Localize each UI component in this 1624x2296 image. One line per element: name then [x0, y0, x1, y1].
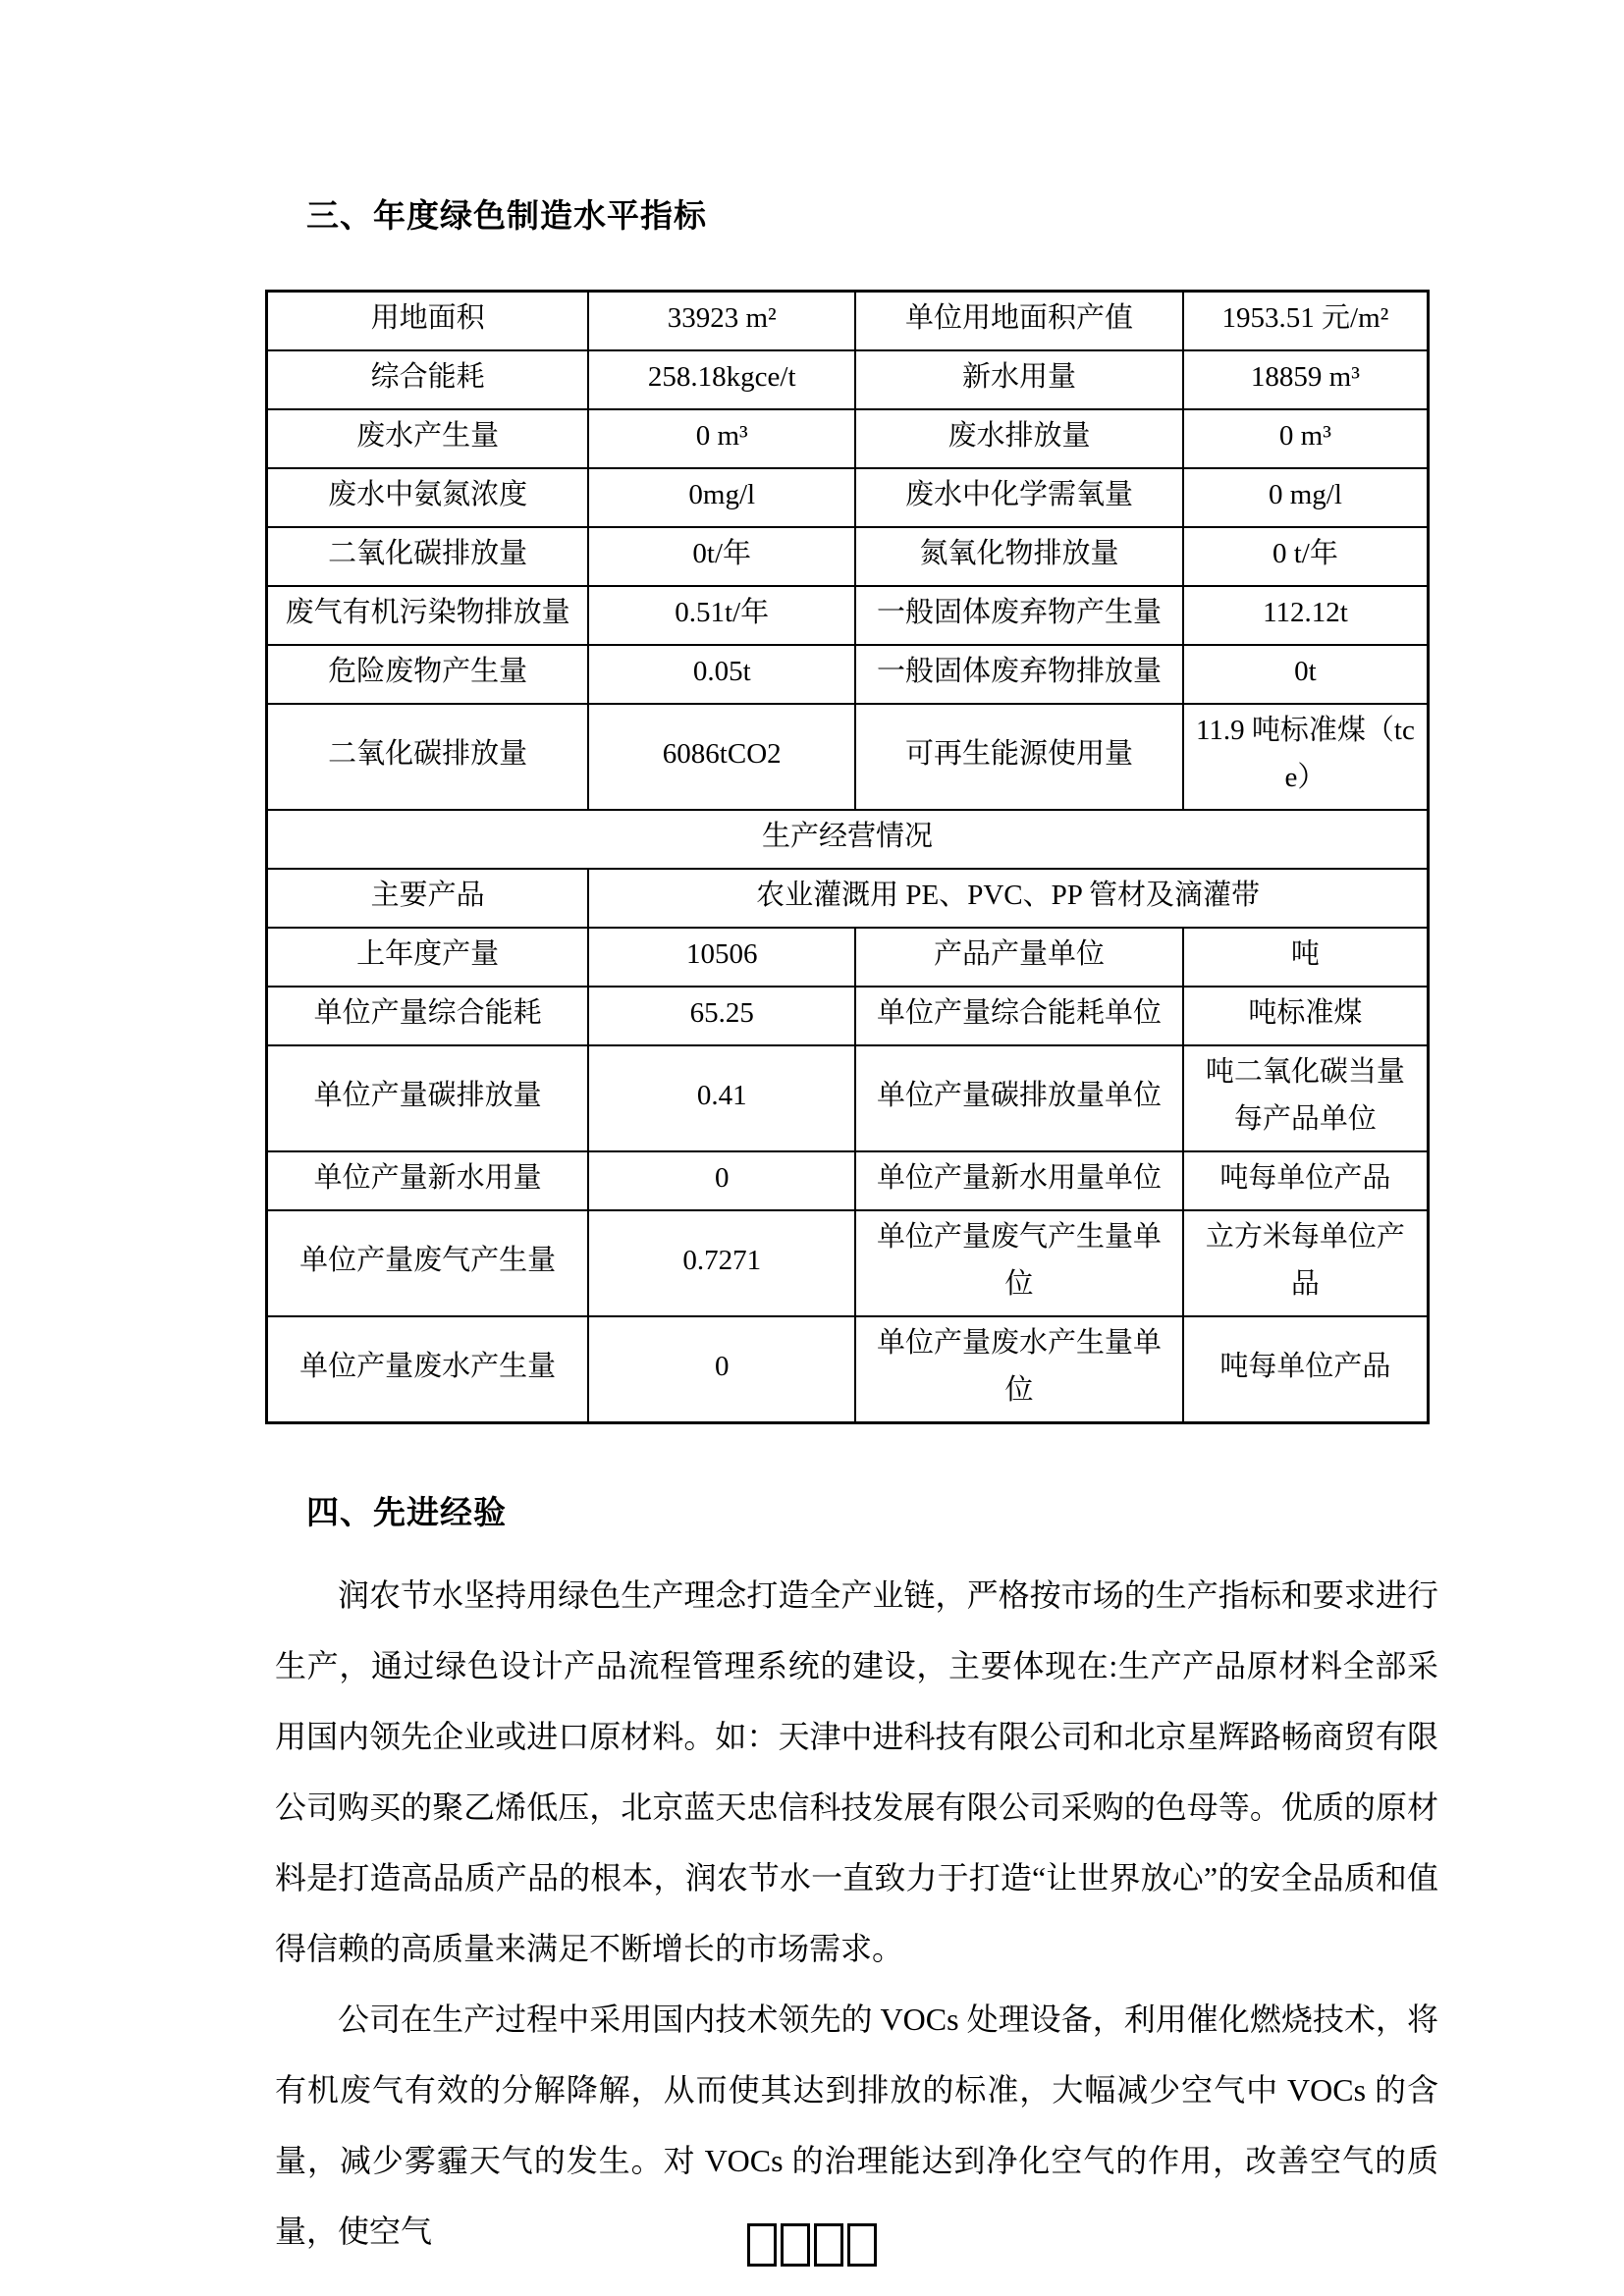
table-label-cell: 单位产量新水用量单位 [855, 1151, 1183, 1210]
table-label-cell: 用地面积 [267, 292, 589, 351]
table-label-cell: 可再生能源使用量 [855, 704, 1183, 810]
table-span-cell: 生产经营情况 [267, 810, 1429, 869]
table-value-cell: 吨标准煤 [1183, 987, 1429, 1045]
table-value-cell: 0.41 [588, 1045, 855, 1151]
table-value-cell: 258.18kgce/t [588, 350, 855, 409]
table-value-cell: 0 [588, 1316, 855, 1423]
table-label-cell: 单位产量碳排放量单位 [855, 1045, 1183, 1151]
missing-glyph-box [814, 2223, 843, 2267]
table-value-cell: 吨 [1183, 928, 1429, 987]
table-value-cell: 33923 m² [588, 292, 855, 351]
table-row [267, 645, 1429, 704]
table-label-cell: 单位产量综合能耗单位 [855, 987, 1183, 1045]
table-value-cell: 0t [1183, 645, 1429, 704]
table-label-cell: 二氧化碳排放量 [267, 527, 589, 586]
table-value-cell: 0t/年 [588, 527, 855, 586]
table-label-cell: 新水用量 [855, 350, 1183, 409]
table-span-cell: 农业灌溉用 PE、PVC、PP 管材及滴灌带 [588, 869, 1428, 928]
table-row [267, 1151, 1429, 1210]
table-label-cell: 主要产品 [267, 869, 589, 928]
table-value-cell: 0 t/年 [1183, 527, 1429, 586]
table-label-cell: 单位产量废水产生量单位 [855, 1316, 1183, 1423]
table-value-cell: 10506 [588, 928, 855, 987]
table-row [267, 586, 1429, 645]
table-value-cell: 1953.51 元/m² [1183, 292, 1429, 351]
table-row [267, 928, 1429, 987]
table-label-cell: 单位产量综合能耗 [267, 987, 589, 1045]
page-footer [0, 2223, 1624, 2267]
table-label-cell: 单位产量碳排放量 [267, 1045, 589, 1151]
table-label-cell: 危险废物产生量 [267, 645, 589, 704]
table-row [267, 1045, 1429, 1151]
table-label-cell: 一般固体废弃物排放量 [855, 645, 1183, 704]
table-value-cell: 0.51t/年 [588, 586, 855, 645]
table-label-cell: 二氧化碳排放量 [267, 704, 589, 810]
table-row [267, 468, 1429, 527]
table-label-cell: 废气有机污染物排放量 [267, 586, 589, 645]
experience-paragraph-1: 润农节水坚持用绿色生产理念打造全产业链，严格按市场的生产指标和要求进行生产，通过绿色设计产品流程管理系统的建设，主要体现在:生产产品原材料全部采用国内领先企业或进口原材料。如：天津中进科技有限公司和北京星辉路畅商贸有限公司购买的聚乙烯低压，北京蓝天忠信科技发展有限公司采购的色母等。优质的原材料是打造高品质产品的根本，润农节水一直致力于打造“让世界放心”的安全品质和值得信赖的高质量来满足不断增长的市场需求。 [275, 1577, 1438, 1966]
table-value-cell: 11.9 吨标准煤（tce） [1183, 704, 1429, 810]
table-value-cell: 立方米每单位产品 [1183, 1210, 1429, 1316]
table-value-cell: 0mg/l [588, 468, 855, 527]
table-label-cell: 上年度产量 [267, 928, 589, 987]
table-row [267, 704, 1429, 810]
table-row [267, 527, 1429, 586]
table-label-cell: 废水产生量 [267, 409, 589, 468]
table-value-cell: 吨二氧化碳当量每产品单位 [1183, 1045, 1429, 1151]
table-label-cell: 综合能耗 [267, 350, 589, 409]
table-label-cell: 单位产量废水产生量 [267, 1316, 589, 1423]
table-value-cell: 0 m³ [1183, 409, 1429, 468]
table-label-cell: 单位产量废气产生量单位 [855, 1210, 1183, 1316]
table-value-cell: 吨每单位产品 [1183, 1151, 1429, 1210]
table-label-cell: 产品产量单位 [855, 928, 1183, 987]
table-row [267, 810, 1429, 869]
table-row [267, 1316, 1429, 1423]
table-label-cell: 单位用地面积产值 [855, 292, 1183, 351]
table-value-cell: 0 m³ [588, 409, 855, 468]
table-row [267, 1210, 1429, 1316]
missing-glyph-box [781, 2223, 810, 2267]
table-label-cell: 废水中氨氮浓度 [267, 468, 589, 527]
table-label-cell: 氮氧化物排放量 [855, 527, 1183, 586]
table-row [267, 350, 1429, 409]
section-3-heading: 三、年度绿色制造水平指标 [306, 197, 707, 234]
table-label-cell: 单位产量废气产生量 [267, 1210, 589, 1316]
table-row [267, 869, 1429, 928]
indicator-table [265, 290, 1430, 1424]
table-row [267, 292, 1429, 351]
document-content [265, 196, 1438, 2267]
table-value-cell: 0 mg/l [1183, 468, 1429, 527]
table-value-cell: 0 [588, 1151, 855, 1210]
experience-paragraph-2: 公司在生产过程中采用国内技术领先的 VOCs 处理设备，利用催化燃烧技术，将有机废气有效的分解降解，从而使其达到排放的标准，大幅减少空气中 VOCs 的含量，减少雾霾天气的发生。对 VOCs 的治理能达到净化空气的作用，改善空气的质量，使空气 [275, 2002, 1438, 2249]
missing-glyph-box [847, 2223, 877, 2267]
table-value-cell: 65.25 [588, 987, 855, 1045]
table-label-cell: 一般固体废弃物产生量 [855, 586, 1183, 645]
missing-glyph-box [747, 2223, 777, 2267]
table-row [267, 409, 1429, 468]
table-value-cell: 0.05t [588, 645, 855, 704]
table-label-cell: 单位产量新水用量 [267, 1151, 589, 1210]
table-value-cell: 6086tCO2 [588, 704, 855, 810]
table-value-cell: 0.7271 [588, 1210, 855, 1316]
indicator-table-body [267, 292, 1429, 1423]
section-4-heading: 四、先进经验 [306, 1494, 507, 1530]
table-value-cell: 18859 m³ [1183, 350, 1429, 409]
table-row [267, 987, 1429, 1045]
table-label-cell: 废水中化学需氧量 [855, 468, 1183, 527]
table-value-cell: 吨每单位产品 [1183, 1316, 1429, 1423]
table-value-cell: 112.12t [1183, 586, 1429, 645]
table-label-cell: 废水排放量 [855, 409, 1183, 468]
